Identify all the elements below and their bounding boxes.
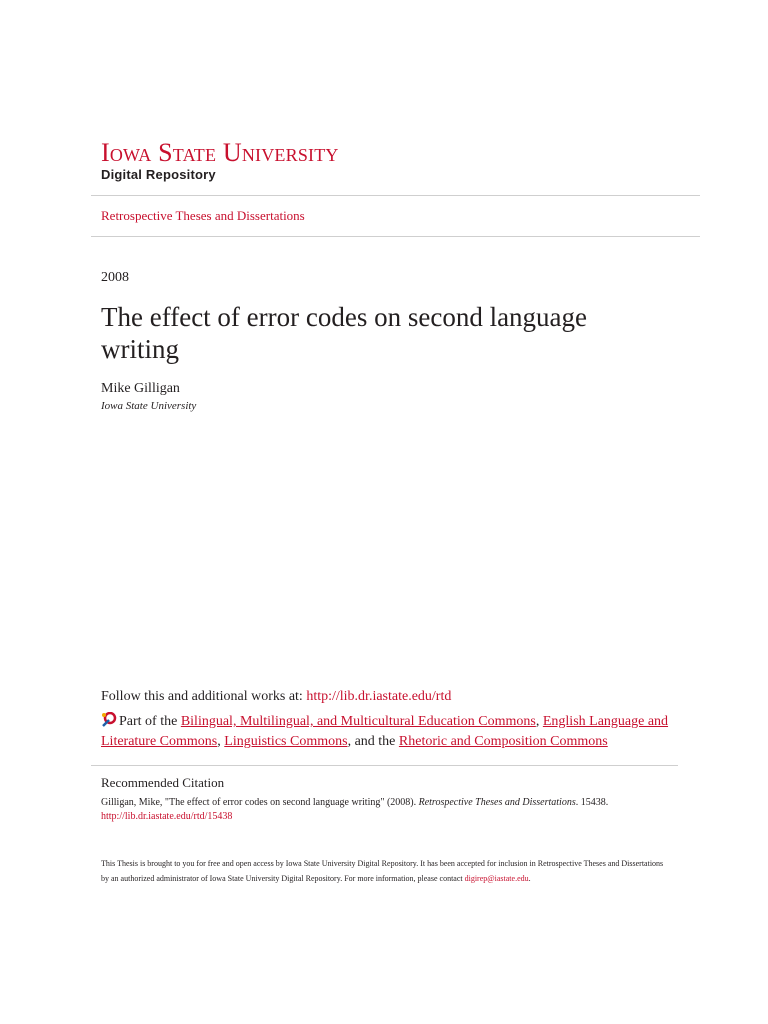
citation-url-link[interactable]: http://lib.dr.iastate.edu/rtd/15438 <box>101 811 233 822</box>
part-of-prefix: Part of the <box>119 714 181 729</box>
university-logo[interactable] <box>101 138 339 182</box>
collection-url-link[interactable]: http://lib.dr.iastate.edu/rtd <box>306 689 452 704</box>
author-name: Mike Gilligan <box>101 381 180 396</box>
repository-name: Digital Repository <box>101 167 216 182</box>
commons-link-linguistics[interactable]: Linguistics Commons <box>224 734 348 749</box>
publication-year: 2008 <box>101 270 129 285</box>
citation-block <box>101 796 701 824</box>
commons-link-rhetoric[interactable]: Rhetoric and Composition Commons <box>398 734 608 749</box>
bepress-network-icon <box>101 712 117 727</box>
follow-text: Follow this and additional works at: <box>101 689 307 704</box>
contact-email-link[interactable]: digirep@iastate.edu <box>464 874 529 883</box>
citation-series: Retrospective Theses and Dissertations <box>418 797 576 808</box>
notice-end: . <box>528 874 531 883</box>
commons-separator: , and the <box>347 734 399 749</box>
citation-divider <box>91 765 678 766</box>
follow-line <box>101 689 451 705</box>
series-divider <box>91 236 700 237</box>
paper-title: The effect of error codes on second language writing <box>101 302 588 364</box>
top-divider <box>91 195 700 196</box>
part-of-commons <box>101 712 681 752</box>
access-notice <box>101 856 671 886</box>
author-affiliation: Iowa State University <box>101 400 197 412</box>
commons-link-english[interactable]: English Language and Literature Commons <box>101 714 669 749</box>
commons-separator: , <box>535 714 543 729</box>
notice-text: This Thesis is brought to you for free and open access by Iowa State University Digital Repository. It has been accepted for inclusion in Retrospective Theses and Dissertations by an authorized administrator of Iowa State University Digital Repository. For more information, please contact <box>101 859 664 883</box>
series-link[interactable]: Retrospective Theses and Dissertations <box>101 208 305 223</box>
citation-text: Gilligan, Mike, "The effect of error codes on second language writing" (2008). <box>101 797 419 808</box>
citation-heading: Recommended Citation <box>101 775 225 790</box>
university-name: Iowa State University <box>101 138 339 167</box>
citation-number: . 15438. <box>575 797 609 808</box>
commons-link-bilingual[interactable]: Bilingual, Multilingual, and Multicultural Education Commons <box>180 714 536 729</box>
commons-separator: , <box>217 734 225 749</box>
